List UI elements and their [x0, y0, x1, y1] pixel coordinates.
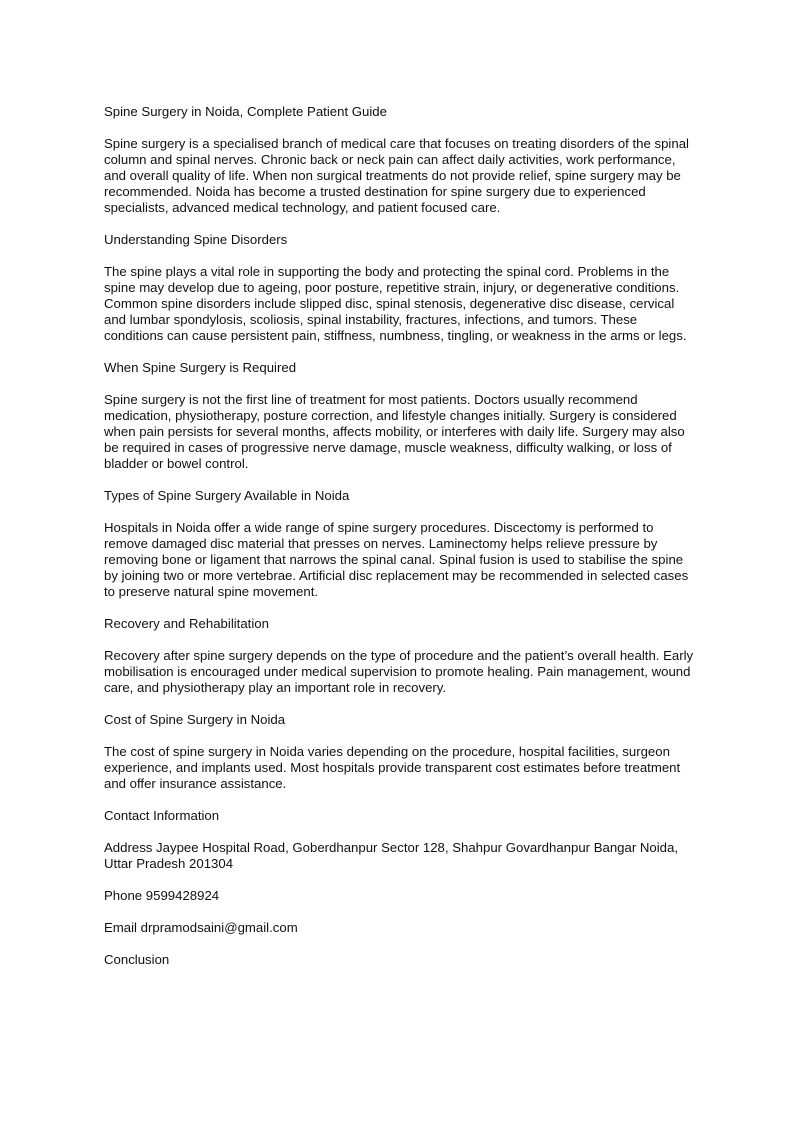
- contact-phone: Phone 9599428924: [104, 888, 220, 903]
- section-body-cost: The cost of spine surgery in Noida varies depending on the procedure, hospital facilities, surgeon experience, and implants used. Most hospitals provide transparent cost estimates before treatment and offer insurance assistance.: [104, 744, 681, 791]
- contact-heading: Contact Information: [104, 808, 220, 823]
- section-heading-when-required: When Spine Surgery is Required: [104, 360, 297, 375]
- section-heading-cost: Cost of Spine Surgery in Noida: [104, 712, 286, 727]
- section-heading-recovery: Recovery and Rehabilitation: [104, 616, 269, 631]
- document-title: Spine Surgery in Noida, Complete Patient Guide: [104, 104, 387, 119]
- section-heading-types: Types of Spine Surgery Available in Noida: [104, 488, 350, 503]
- section-heading-understanding: Understanding Spine Disorders: [104, 232, 288, 247]
- address-line-1: Address Jaypee Hospital Road, Goberdhanpur Sector 128, Shahpur Govardhanpur Bangar Noida,: [104, 840, 679, 855]
- section-body-types: Hospitals in Noida offer a wide range of spine surgery procedures. Discectomy is performed to remove damaged disc material that presses on nerves. Laminectomy helps relieve pressure by removing bone or ligament that narrows the spinal canal. Spinal fusion is used to stabilise the spine by joining two or more vertebrae. Artificial disc replacement may be recommended in selected cases to preserve natural spine movement.: [104, 520, 689, 599]
- address-line-2: Uttar Pradesh 201304: [104, 856, 234, 871]
- document-page: [104, 104, 694, 984]
- section-body-understanding: The spine plays a vital role in supporting the body and protecting the spinal cord. Problems in the spine may develop due to ageing, poor posture, repetitive strain, injury, or degenerative conditions. Common spine disorders include slipped disc, spinal stenosis, degenerative disc disease, cervical and lumbar spondylosis, scoliosis, spinal instability, fractures, infections, and tumors. These conditions can cause persistent pain, stiffness, numbness, tingling, or weakness in the arms or legs.: [104, 264, 687, 343]
- contact-address: [104, 840, 694, 872]
- section-body-recovery: Recovery after spine surgery depends on the type of procedure and the patient’s overall health. Early mobilisation is encouraged under medical supervision to promote healing. Pain management, wound care, and physiotherapy play an important role in recovery.: [104, 648, 694, 695]
- intro-paragraph: Spine surgery is a specialised branch of medical care that focuses on treating disorders of the spinal column and spinal nerves. Chronic back or neck pain can affect daily activities, work performance, and overall quality of life. When non surgical treatments do not provide relief, spine surgery may be recommended. Noida has become a trusted destination for spine surgery due to experienced specialists, advanced medical technology, and patient focused care.: [104, 136, 689, 215]
- contact-email: Email drpramodsaini@gmail.com: [104, 920, 298, 935]
- conclusion-heading: Conclusion: [104, 952, 170, 967]
- section-body-when-required: Spine surgery is not the first line of treatment for most patients. Doctors usually recommend medication, physiotherapy, posture correction, and lifestyle changes initially. Surgery is considered when pain persists for several months, affects mobility, or interferes with daily life. Surgery may also be required in cases of progressive nerve damage, muscle weakness, difficulty walking, or loss of bladder or bowel control.: [104, 392, 685, 471]
